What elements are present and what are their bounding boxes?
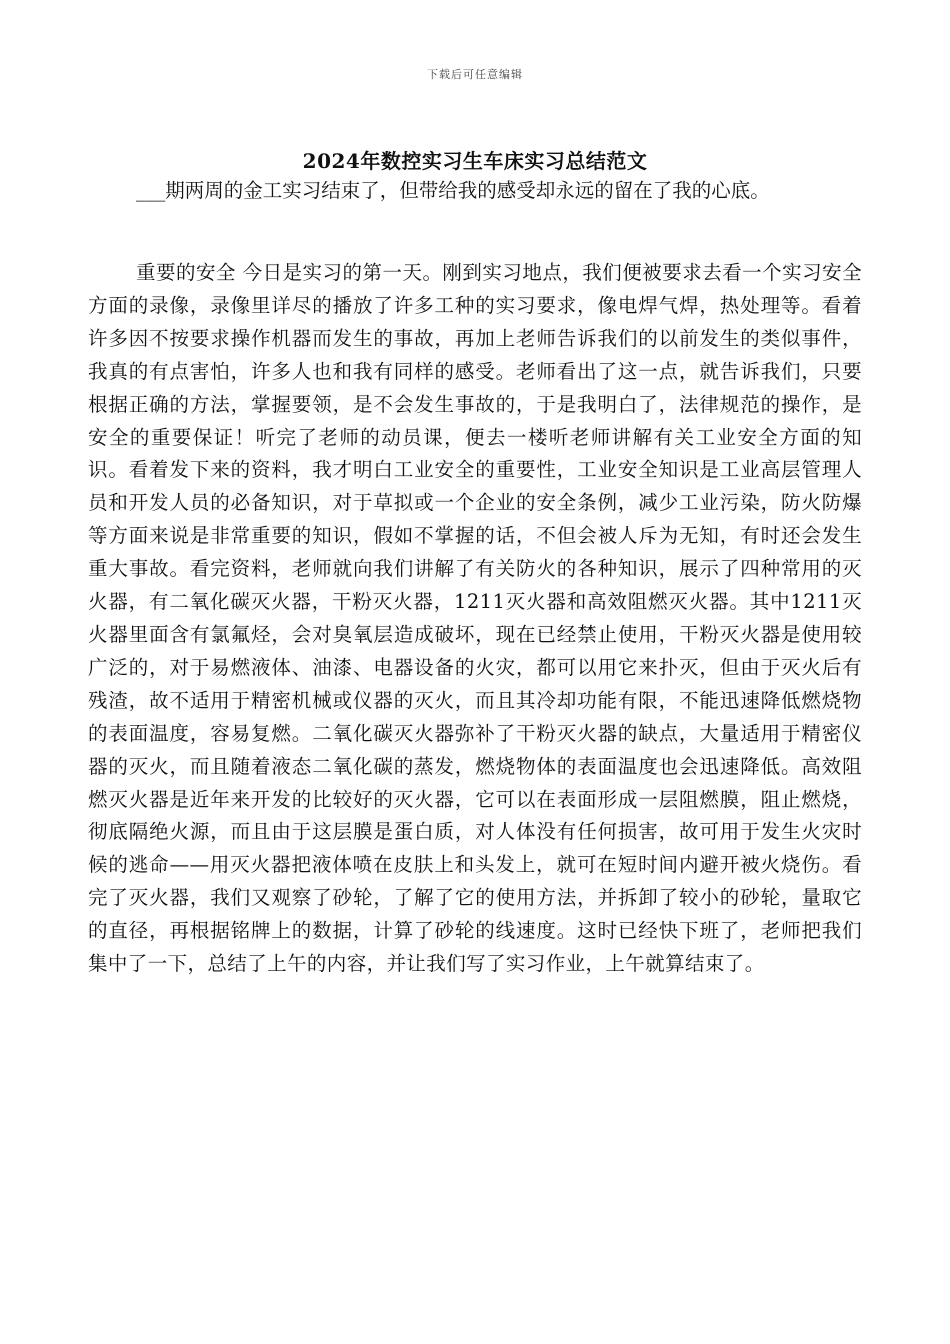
body-paragraph: 重要的安全 今日是实习的第一天。刚到实习地点，我们便被要求去看一个实习安全方面的录像，录像里详尽的播放了许多工种的实习要求，像电焊气焊，热处理等。看着许多因不按要求操作机器而发生的事故，再加上老师告诉我们的以前发生的类似事件，我真的有点害怕，许多人也和我有同样的感受。老师看出了这一点，就告诉我们，只要根据正确的方法，掌握要领，是不会发生事故的，于是我明白了，法律规范的操作，是安全的重要保证！听完了老师的动员课，便去一楼听老师讲解有关工业安全方面的知识。看着发下来的资料，我才明白工业安全的重要性，工业安全知识是工业高层管理人员和开发人员的必备知识，对于草拟或一个企业的安全条例，减少工业污染，防火防爆等方面来说是非常重要的知识，假如不掌握的话，不但会被人斥为无知，有时还会发生重大事故。看完资料，老师就向我们讲解了有关防火的各种知识，展示了四种常用的灭火器，有二氧化碳灭火器，干粉灭火器，1211灭火器和高效阻燃灭火器。其中1211灭火器里面含有氯氟烃，会对臭氧层造成破坏，现在已经禁止使用，干粉灭火器是使用较广泛的，对于易燃液体、油漆、电器设备的火灾，都可以用它来扑灭，但由于灭火后有残渣，故不适用于精密机械或仪器的灭火，而且其冷却功能有限，不能迅速降低燃烧物的表面温度，容易复燃。二氧化碳灭火器弥补了干粉灭火器的缺点，大量适用于精密仪器的灭火，而且随着液态二氧化碳的蒸发，燃烧物体的表面温度也会迅速降低。高效阻燃灭火器是近年来开发的比较好的灭火器，它可以在表面形成一层阻燃膜，阻止燃烧，彻底隔绝火源，而且由于这层膜是蛋白质，对人体没有任何损害，故可用于发生火灾时候的逃命——用灭火器把液体喷在皮肤上和头发上，就可在短时间内避开被火烧伤。看完了灭火器，我们又观察了砂轮，了解了它的使用方法，并拆卸了较小的砂轮，量取它的直径，再根据铭牌上的数据，计算了砂轮的线速度。这时已经快下班了，老师把我们集中了一下，总结了上午的内容，并让我们写了实习作业，上午就算结束了。 <box>88 261 862 976</box>
lead-paragraph: ___期两周的金工实习结束了，但带给我的感受却永远的留在了我的心底。 <box>136 179 770 202</box>
header-note: 下载后可任意编辑 <box>427 68 523 81</box>
document-title: 2024年数控实习生车床实习总结范文 <box>302 149 648 173</box>
